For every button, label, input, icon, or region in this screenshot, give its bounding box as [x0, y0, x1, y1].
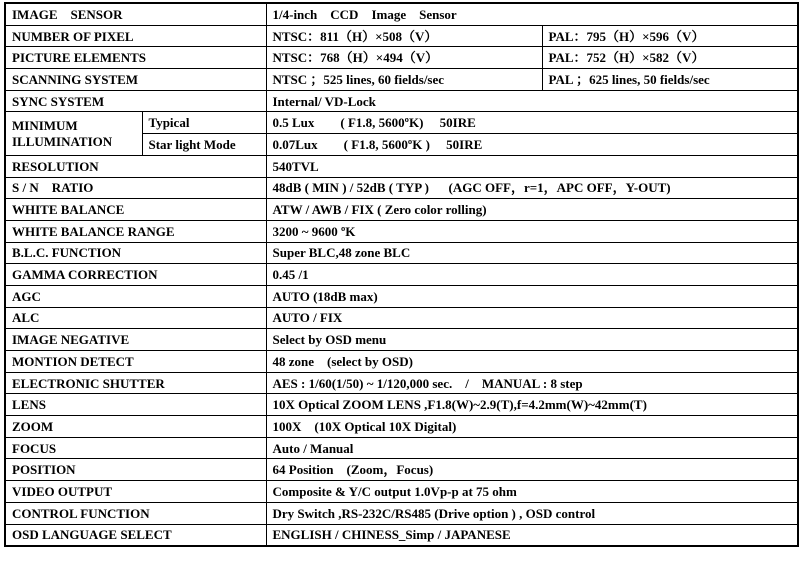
spec-value: 48dB ( MIN ) / 52dB ( TYP ) (AGC OFF，r=1，APC OFF，Y-OUT) — [266, 177, 798, 199]
spec-value-ntsc: NTSC：768（H）×494（V） — [266, 47, 542, 69]
spec-value: Composite & Y/C output 1.0Vp-p at 75 ohm — [266, 481, 798, 503]
spec-label: IMAGE SENSOR — [5, 3, 266, 25]
spec-label: POSITION — [5, 459, 266, 481]
spec-label: WHITE BALANCE RANGE — [5, 220, 266, 242]
table-row — [5, 25, 798, 47]
table-row — [5, 437, 798, 459]
spec-label: SCANNING SYSTEM — [5, 69, 266, 91]
table-row — [5, 307, 798, 329]
spec-value: ATW / AWB / FIX ( Zero color rolling) — [266, 199, 798, 221]
table-row — [5, 177, 798, 199]
spec-value-ntsc: NTSC：811（H）×508（V） — [266, 25, 542, 47]
spec-value: Super BLC,48 zone BLC — [266, 242, 798, 264]
spec-value: 48 zone (select by OSD) — [266, 351, 798, 373]
spec-value-pal: PAL：752（H）×582（V） — [542, 47, 798, 69]
table-row — [5, 155, 798, 177]
table-row — [5, 351, 798, 373]
table-row — [5, 372, 798, 394]
table-row — [5, 3, 798, 25]
table-row — [5, 524, 798, 546]
table-row — [5, 69, 798, 91]
spec-value: Select by OSD menu — [266, 329, 798, 351]
spec-value: AUTO / FIX — [266, 307, 798, 329]
table-row — [5, 242, 798, 264]
spec-value: Dry Switch ,RS-232C/RS485 (Drive option ) , OSD control — [266, 502, 798, 524]
table-row — [5, 47, 798, 69]
spec-label: SYNC SYSTEM — [5, 90, 266, 112]
spec-label: ELECTRONIC SHUTTER — [5, 372, 266, 394]
spec-table — [4, 2, 799, 547]
spec-value: 64 Position (Zoom，Focus) — [266, 459, 798, 481]
table-row — [5, 264, 798, 286]
spec-value: Internal/ VD-Lock — [266, 90, 798, 112]
typical-label: Typical — [142, 112, 266, 134]
table-row — [5, 502, 798, 524]
spec-label: ALC — [5, 307, 266, 329]
min-illumination-label: MINIMUM ILLUMINATION — [5, 112, 142, 155]
spec-value-ntsc: NTSC ；525 lines, 60 fields/sec — [266, 69, 542, 91]
table-row — [5, 112, 798, 134]
table-row — [5, 220, 798, 242]
table-row — [5, 416, 798, 438]
table-row — [5, 394, 798, 416]
spec-label: LENS — [5, 394, 266, 416]
spec-value: 100X (10X Optical 10X Digital) — [266, 416, 798, 438]
spec-label: NUMBER OF PIXEL — [5, 25, 266, 47]
spec-label: OSD LANGUAGE SELECT — [5, 524, 266, 546]
spec-label: CONTROL FUNCTION — [5, 502, 266, 524]
spec-value: 540TVL — [266, 155, 798, 177]
spec-label: GAMMA CORRECTION — [5, 264, 266, 286]
spec-value: 10X Optical ZOOM LENS ,F1.8(W)~2.9(T),f=4.2mm(W)~42mm(T) — [266, 394, 798, 416]
spec-label: AGC — [5, 285, 266, 307]
table-row — [5, 329, 798, 351]
spec-label: ZOOM — [5, 416, 266, 438]
spec-label: VIDEO OUTPUT — [5, 481, 266, 503]
spec-value: 0.45 /1 — [266, 264, 798, 286]
spec-value: 3200 ~ 9600 ºK — [266, 220, 798, 242]
spec-label: IMAGE NEGATIVE — [5, 329, 266, 351]
starlight-value: 0.07Lux ( F1.8, 5600ºK ) 50IRE — [266, 134, 798, 156]
starlight-label: Star light Mode — [142, 134, 266, 156]
spec-label: WHITE BALANCE — [5, 199, 266, 221]
spec-value-pal: PAL ；625 lines, 50 fields/sec — [542, 69, 798, 91]
spec-value: Auto / Manual — [266, 437, 798, 459]
typical-value: 0.5 Lux ( F1.8, 5600ºK) 50IRE — [266, 112, 798, 134]
table-row — [5, 285, 798, 307]
spec-value: AES : 1/60(1/50) ~ 1/120,000 sec. / MANUAL : 8 step — [266, 372, 798, 394]
table-row — [5, 459, 798, 481]
table-row — [5, 199, 798, 221]
table-row — [5, 481, 798, 503]
spec-value: ENGLISH / CHINESS_Simp / JAPANESE — [266, 524, 798, 546]
table-row — [5, 90, 798, 112]
spec-label: S / N RATIO — [5, 177, 266, 199]
spec-label: MONTION DETECT — [5, 351, 266, 373]
spec-value: 1/4-inch CCD Image Sensor — [266, 3, 798, 25]
spec-label: FOCUS — [5, 437, 266, 459]
spec-label: PICTURE ELEMENTS — [5, 47, 266, 69]
spec-value-pal: PAL：795（H）×596（V） — [542, 25, 798, 47]
spec-label: RESOLUTION — [5, 155, 266, 177]
spec-label: B.L.C. FUNCTION — [5, 242, 266, 264]
spec-value: AUTO (18dB max) — [266, 285, 798, 307]
